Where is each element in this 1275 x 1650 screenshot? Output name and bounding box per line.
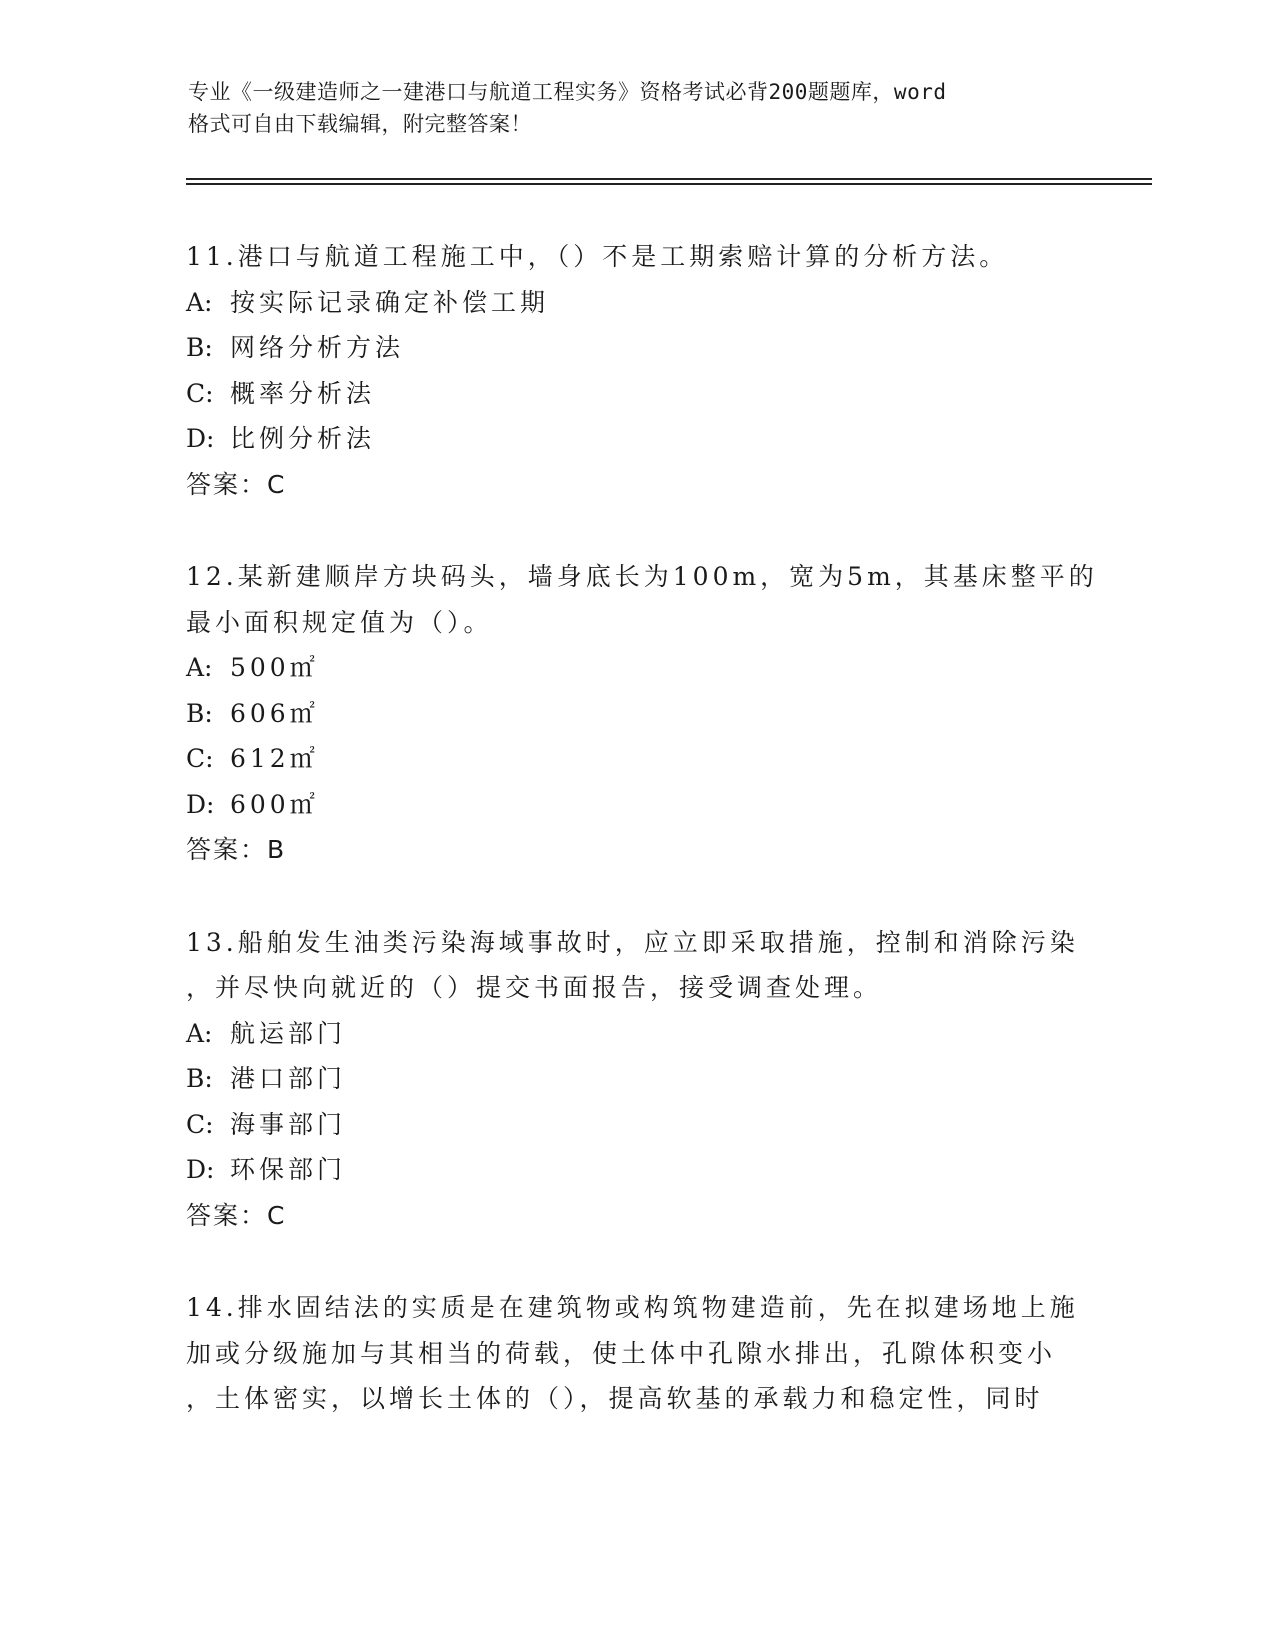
answer-option [186, 736, 1086, 782]
option-text: 500㎡ [230, 653, 319, 682]
option-text: 环保部门 [230, 1155, 347, 1184]
question-block [186, 554, 1098, 873]
option-text: 港口部门 [230, 1064, 347, 1093]
question-list [186, 234, 1098, 1469]
option-text: 612㎡ [230, 744, 319, 773]
question-stem-line: 12.某新建顺岸方块码头，墙身底长为100m，宽为5m，其基床整平的 [186, 562, 1098, 591]
question-block [186, 920, 1086, 1239]
option-text: 海事部门 [230, 1109, 347, 1139]
header-divider-bottom [186, 183, 1152, 185]
header-divider-top [186, 178, 1152, 180]
option-text: 概率分析法 [230, 378, 376, 408]
option-letter: C: [186, 378, 214, 408]
answer-key: 答案：B [186, 835, 287, 864]
question-stem-line: 加或分级施加与其相当的荷载，使土体中孔隙水排出，孔隙体积变小 [186, 1338, 1057, 1368]
answer-key: 答案：C [186, 1200, 287, 1230]
answer-option [186, 1011, 1086, 1057]
option-letter: D: [186, 424, 215, 453]
option-text: 网络分析方法 [230, 333, 405, 362]
option-letter: C: [186, 1109, 214, 1139]
question-stem-line: ，土体密实，以增长土体的（），提高软基的承载力和稳定性，同时 [186, 1384, 1044, 1413]
document-header [188, 76, 1088, 140]
answer-option [186, 325, 1086, 371]
answer-option [186, 691, 1086, 737]
question-stem-line: 13.船舶发生油类污染海域事故时，应立即采取措施，控制和消除污染 [186, 927, 1079, 957]
answer-key: 答案：C [186, 469, 287, 499]
answer-option [186, 1102, 1086, 1148]
option-letter: D: [186, 1155, 215, 1184]
question-block [186, 234, 1086, 507]
option-text: 按实际记录确定补偿工期 [230, 287, 550, 317]
option-letter: B: [186, 333, 213, 362]
answer-option [186, 416, 1086, 462]
answer-option [186, 1056, 1086, 1102]
answer-option [186, 782, 1086, 828]
question-stem-line: ，并尽快向就近的（）提交书面报告，接受调查处理。 [186, 973, 883, 1002]
option-letter: A: [186, 1018, 213, 1048]
option-letter: B: [186, 1064, 213, 1093]
option-text: 600㎡ [230, 789, 319, 819]
option-letter: A: [186, 653, 213, 682]
option-letter: C: [186, 744, 214, 773]
answer-option [186, 371, 1086, 417]
option-text: 航运部门 [230, 1018, 347, 1048]
answer-option [186, 280, 1086, 326]
option-letter: D: [186, 789, 215, 819]
header-line-2: 格式可自由下载编辑，附完整答案！ [188, 112, 532, 136]
answer-option [186, 645, 1086, 691]
option-letter: A: [186, 287, 213, 317]
question-block [186, 1285, 1086, 1422]
option-letter: B: [186, 698, 213, 728]
header-line-1: 专业《一级建造师之一建港口与航道工程实务》资格考试必背200题题库，word [188, 80, 947, 104]
question-stem-line: 11.港口与航道工程施工中，（）不是工期索赔计算的分析方法。 [186, 242, 1009, 271]
question-stem-line: 最小面积规定值为（）。 [186, 607, 493, 637]
answer-option [186, 1147, 1086, 1193]
question-stem-line: 14.排水固结法的实质是在建筑物或构筑物建造前，先在拟建场地上施 [186, 1293, 1079, 1322]
option-text: 比例分析法 [230, 424, 376, 453]
option-text: 606㎡ [230, 698, 319, 728]
